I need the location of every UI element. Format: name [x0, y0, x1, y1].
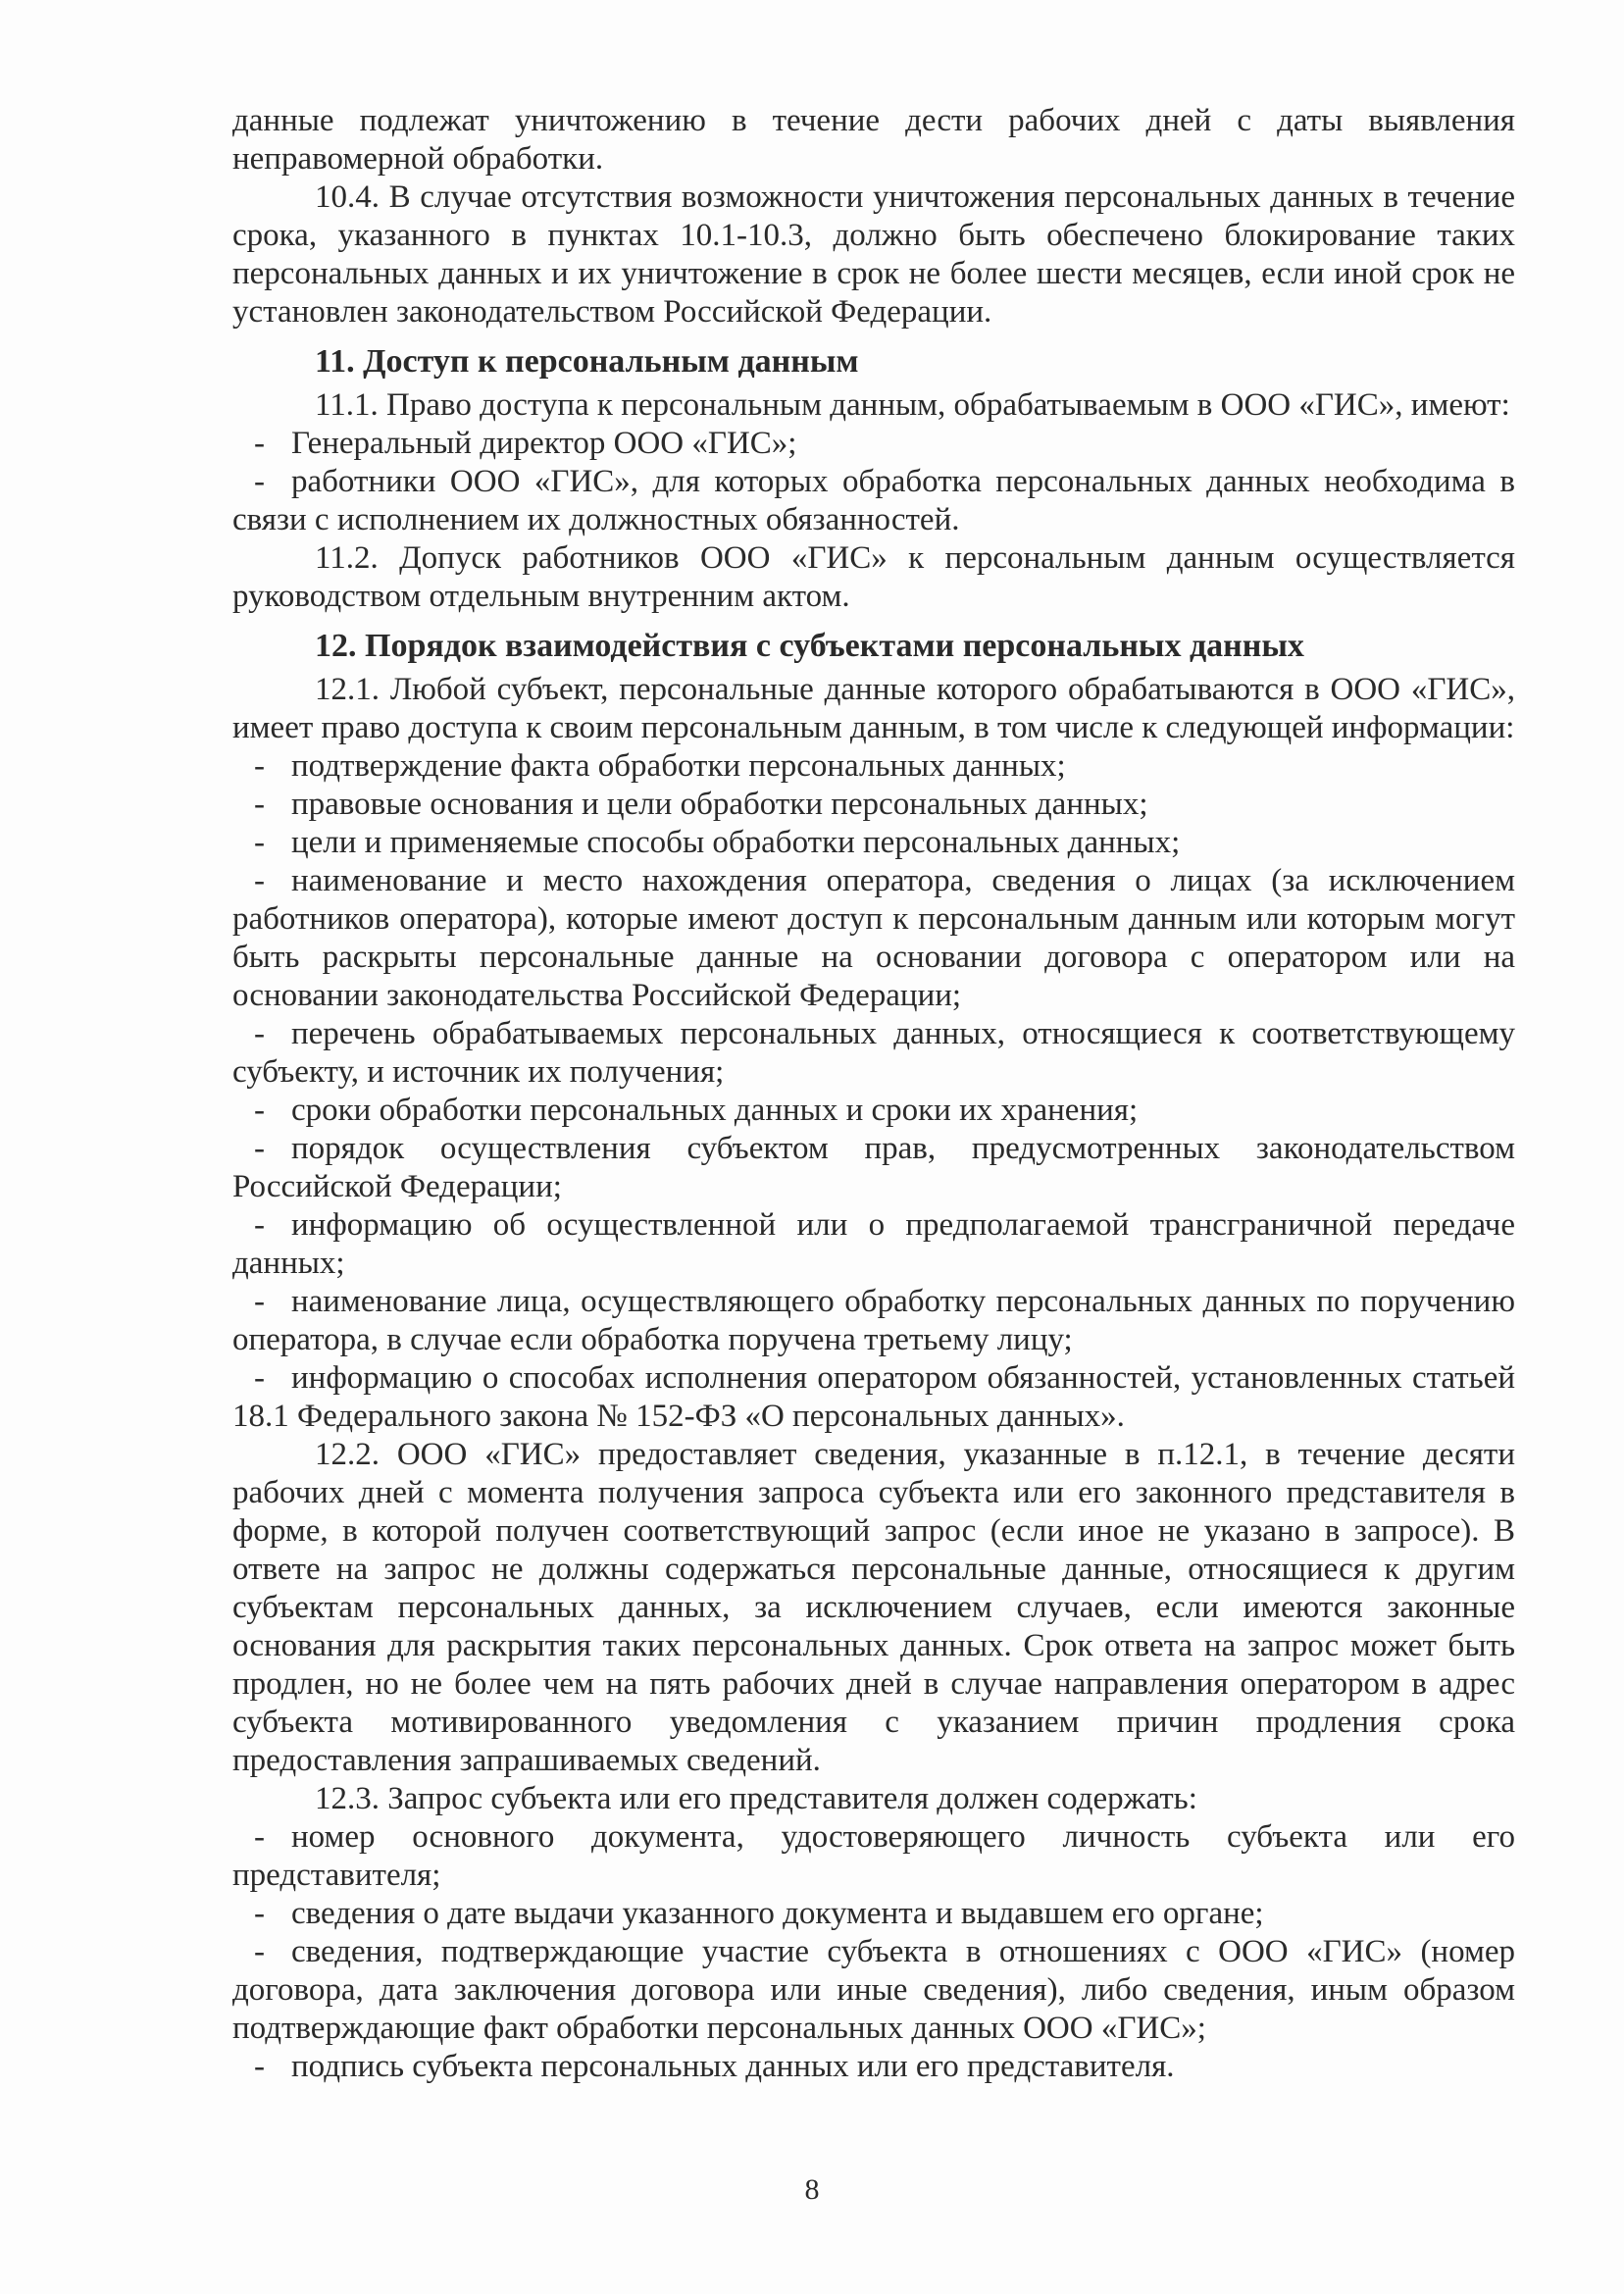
document-body — [232, 102, 1515, 2086]
list-item: - номер основного документа, удостоверяющего личность субъекта или его представителя; — [232, 1818, 1515, 1895]
list-item: - правовые основания и цели обработки персональных данных; — [232, 786, 1515, 824]
list-item: - информацию об осуществленной или о предполагаемой трансграничной передаче данных; — [232, 1206, 1515, 1283]
paragraph-12-3: 12.3. Запрос субъекта или его представителя должен содержать: — [315, 1781, 1197, 1816]
list-item: - работники ООО «ГИС», для которых обработка персональных данных необходима в связи с исполнением их должностных обязанностей. — [232, 463, 1515, 539]
paragraph-12-1: 12.1. Любой субъект, персональные данные которого обрабатываются в ООО «ГИС», имеет право доступа к своим персональным данным, в том числе к следующей информации: — [232, 672, 1515, 745]
list-item: - перечень обрабатываемых персональных данных, относящиеся к соответствующему субъекту, и источник их получения; — [232, 1015, 1515, 1092]
list-item: - наименование и место нахождения оператора, сведения о лицах (за исключением работников оператора), которые имеют доступ к персональным данным или которым могут быть раскрыты персональные данные на основании договора с оператором или на основании законодательства Российской Федерации; — [232, 862, 1515, 1015]
paragraph-11-1: 11.1. Право доступа к персональным данным, обрабатываемым в ООО «ГИС», имеют: — [315, 387, 1510, 423]
list-item: - порядок осуществления субъектом прав, предусмотренных законодательством Российской Федерации; — [232, 1130, 1515, 1206]
list-item: - подтверждение факта обработки персональных данных; — [232, 747, 1515, 786]
paragraph-continuation: данные подлежат уничтожению в течение дести рабочих дней с даты выявления неправомерной обработки. — [232, 103, 1515, 177]
page-number: 8 — [804, 2173, 820, 2206]
paragraph-11-2: 11.2. Допуск работников ООО «ГИС» к персональным данным осуществляется руководством отдельным внутренним актом. — [232, 540, 1515, 614]
list-item: - сведения, подтверждающие участие субъекта в отношениях с ООО «ГИС» (номер договора, дата заключения договора или иные сведения), либо сведения, иным образом подтверждающие факт обработки персональных данных ООО «ГИС»; — [232, 1933, 1515, 2048]
list-item: - информацию о способах исполнения оператором обязанностей, установленных статьей 18.1 Федерального закона № 152-ФЗ «О персональных данных». — [232, 1359, 1515, 1436]
section-heading-12: 12. Порядок взаимодействия с субъектами персональных данных — [315, 628, 1304, 664]
list-item: - подпись субъекта персональных данных или его представителя. — [232, 2048, 1515, 2086]
paragraph-10-4: 10.4. В случае отсутствия возможности уничтожения персональных данных в течение срока, указанного в пунктах 10.1-10.3, должно быть обеспечено блокирование таких персональных данных и их уничтожение в срок не более шести месяцев, если иной срок не установлен законодательством Российской Федерации. — [232, 179, 1515, 330]
list-item: - цели и применяемые способы обработки персональных данных; — [232, 824, 1515, 862]
list-item: - Генеральный директор ООО «ГИС»; — [232, 425, 1515, 463]
list-item: - сведения о дате выдачи указанного документа и выдавшем его органе; — [232, 1895, 1515, 1933]
section-heading-11: 11. Доступ к персональным данным — [315, 343, 859, 380]
list-item: - сроки обработки персональных данных и сроки их хранения; — [232, 1092, 1515, 1130]
list-item: - наименование лица, осуществляющего обработку персональных данных по поручению оператора, в случае если обработка поручена третьему лицу; — [232, 1283, 1515, 1359]
paragraph-12-2: 12.2. ООО «ГИС» предоставляет сведения, указанные в п.12.1, в течение десяти рабочих дней с момента получения запроса субъекта или его законного представителя в форме, в которой получен соответствующий запрос (если иное не указано в запросе). В ответе на запрос не должны содержаться персональные данные, относящиеся к другим субъектам персональных данных, за исключением случаев, если имеются законные основания для раскрытия таких персональных данных. Срок ответа на запрос может быть продлен, но не более чем на пять рабочих дней в случае направления оператором в адрес субъекта мотивированного уведомления с указанием причин продления срока предоставления запрашиваемых сведений. — [232, 1437, 1515, 1778]
